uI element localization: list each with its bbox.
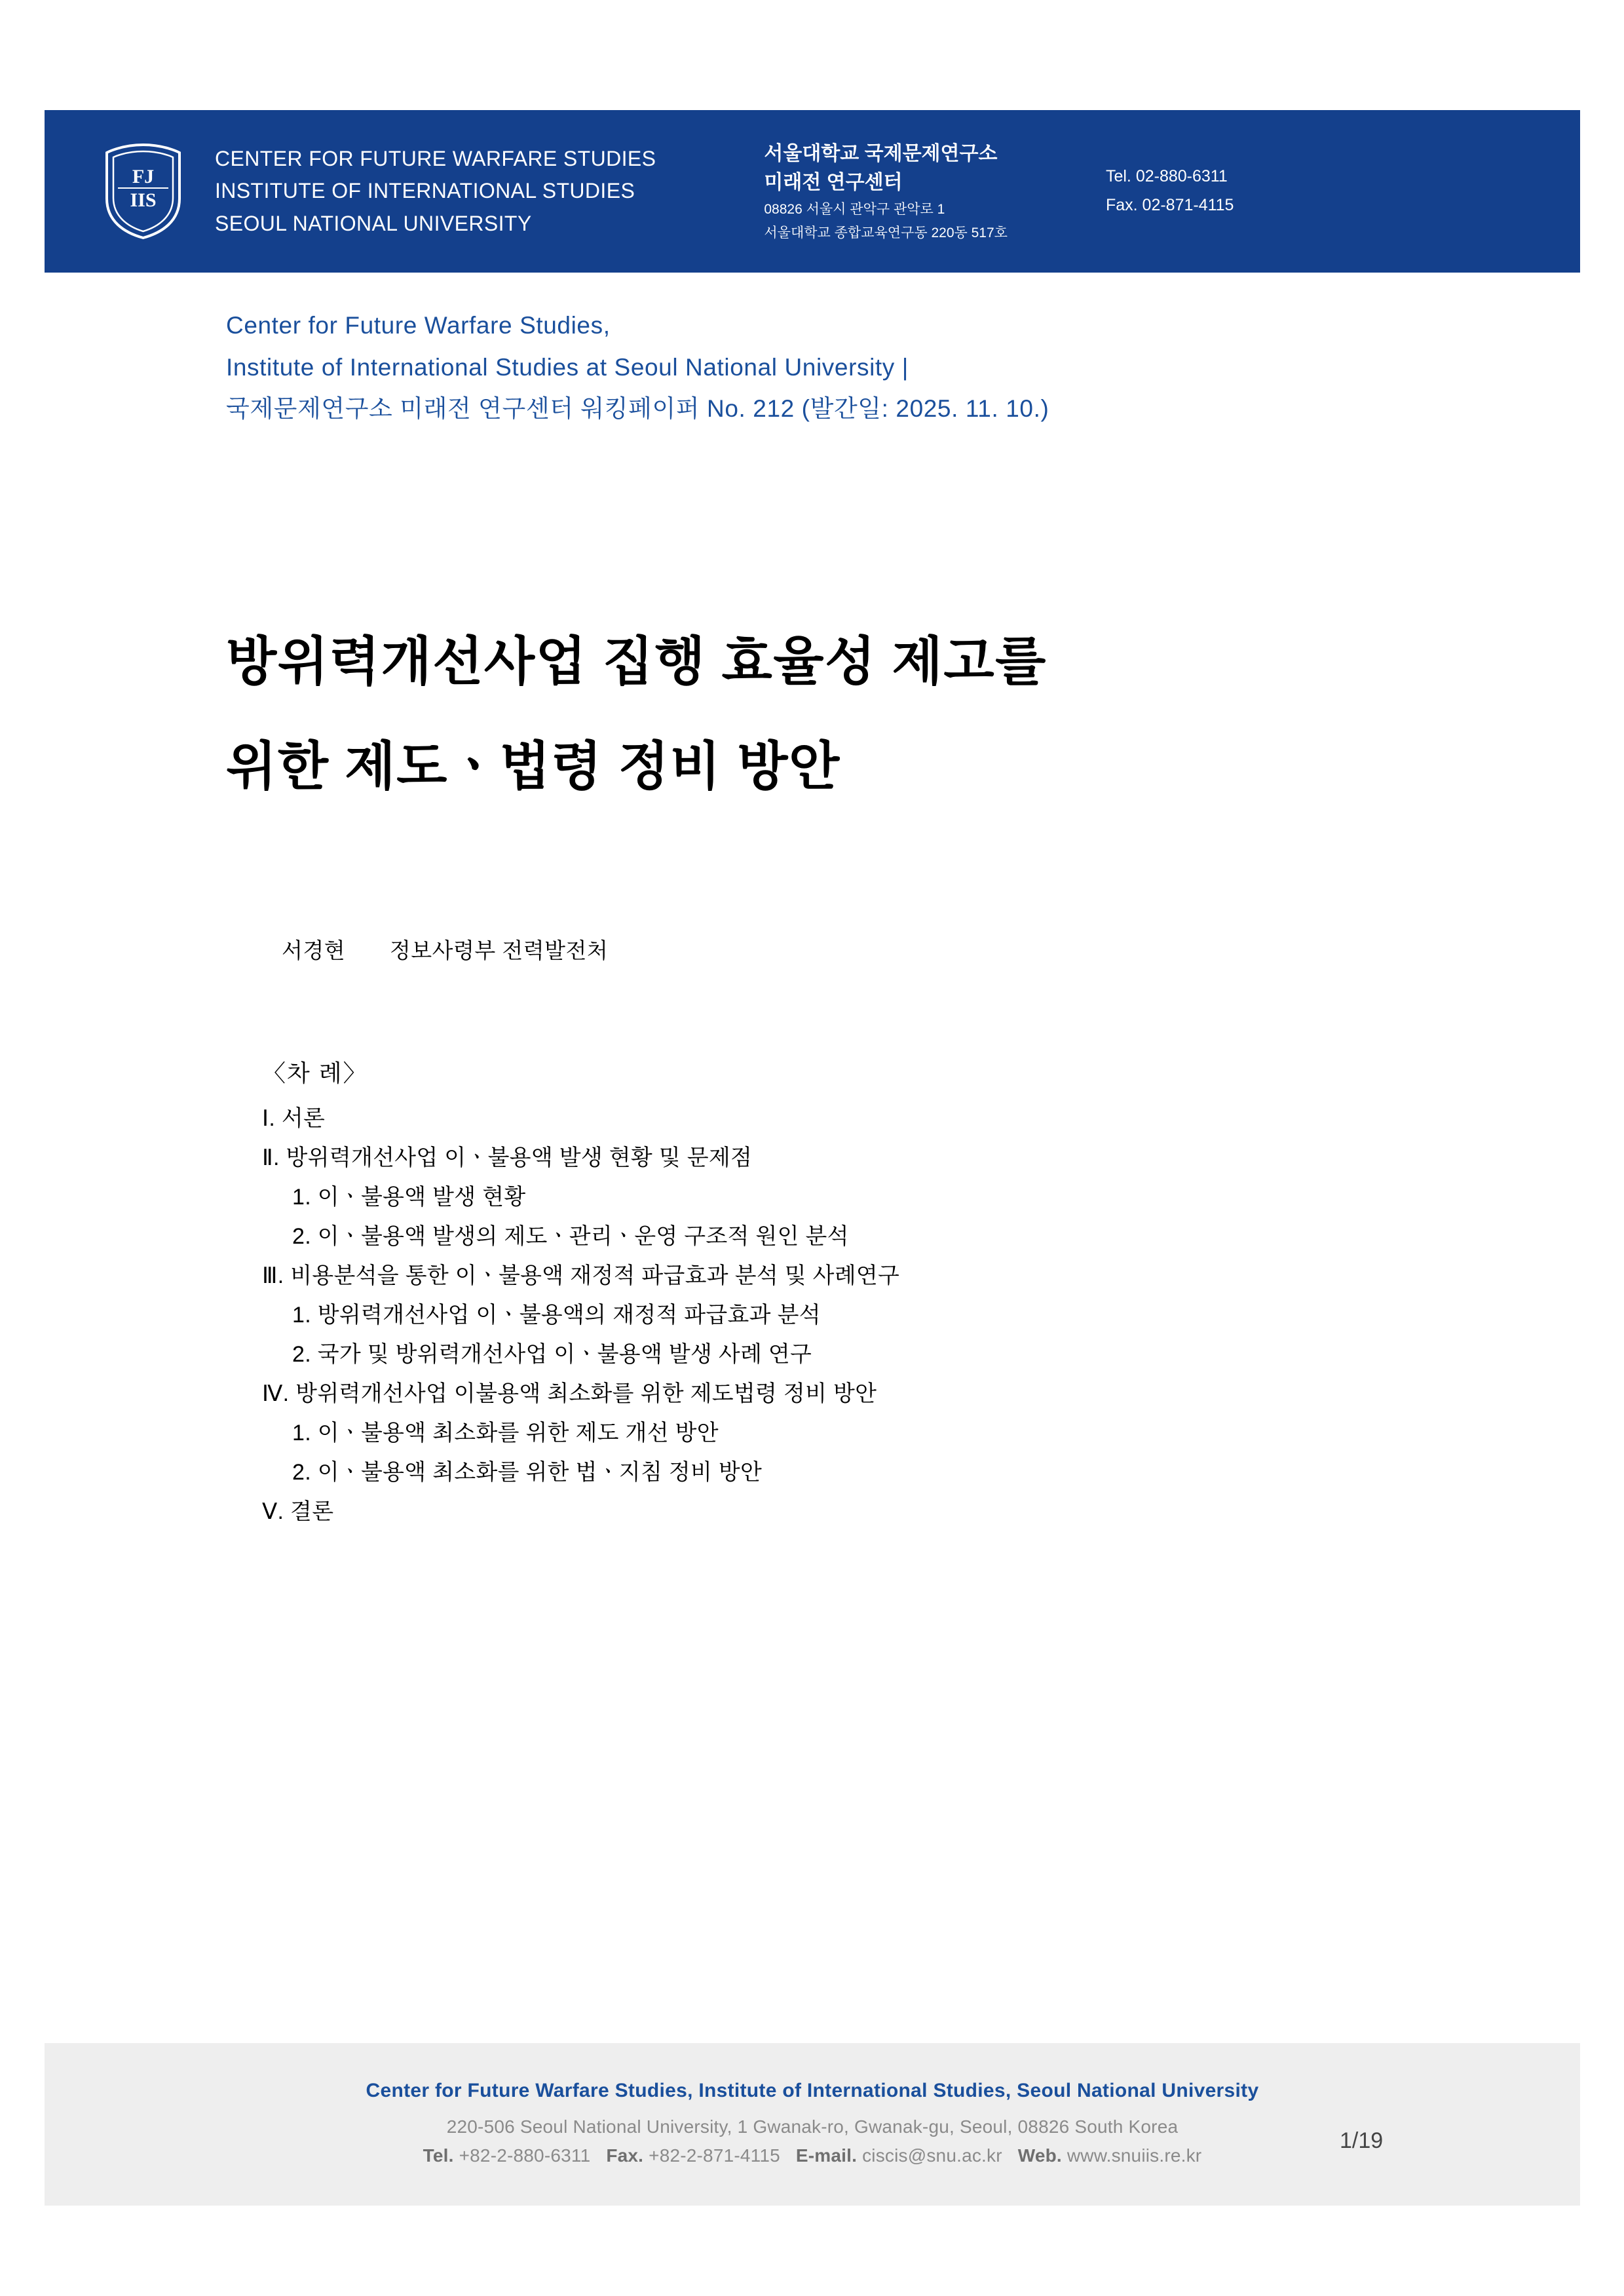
toc-item: 1. 이ㆍ불용액 발생 현황: [292, 1185, 526, 1210]
footer-web-value[interactable]: www.snuiis.re.kr: [1067, 2145, 1202, 2166]
header-english-name: [215, 143, 656, 240]
toc-item: Ⅴ. 결론: [262, 1499, 334, 1524]
working-paper-meta: [226, 305, 1049, 430]
table-of-contents: [262, 1062, 1441, 1540]
author-name: 서경현: [282, 938, 346, 963]
header-address-line-2: 서울대학교 종합교육연구동 220동 517호: [764, 225, 1008, 240]
page-title-line-1: 방위력개선사업 집행 효율성 제고를: [226, 632, 1047, 691]
logo-container: [45, 142, 208, 240]
toc-item: Ⅳ. 방위력개선사업 이불용액 최소화를 위한 제도법령 정비 방안: [262, 1381, 877, 1406]
header-english-line-3: SEOUL NATIONAL UNIVERSITY: [215, 211, 532, 235]
svg-text:FJ: FJ: [132, 166, 154, 187]
footer-title: Center for Future Warfare Studies, Institute of International Studies, Seoul National University: [366, 2080, 1259, 2101]
footer-tel-value: +82-2-880-6311: [459, 2145, 591, 2166]
footer-fax-label: Fax.: [606, 2145, 644, 2166]
toc-item: 1. 이ㆍ불용액 최소화를 위한 제도 개선 방안: [292, 1421, 719, 1445]
toc-item: 2. 이ㆍ불용액 최소화를 위한 법ㆍ지침 정비 방안: [292, 1460, 763, 1485]
svg-text:IIS: IIS: [129, 189, 157, 211]
page-footer: [45, 2043, 1580, 2206]
footer-tel-label: Tel.: [423, 2145, 454, 2166]
toc-item: 1. 방위력개선사업 이ㆍ불용액의 재정적 파급효과 분석: [292, 1303, 821, 1328]
header-korean-name: [764, 140, 1008, 243]
header-fax: Fax. 02-871-4115: [1105, 196, 1234, 214]
header-tel: Tel. 02-880-6311: [1105, 167, 1228, 186]
footer-email-value[interactable]: ciscis@snu.ac.kr: [862, 2145, 1002, 2166]
footer-web-label: Web.: [1017, 2145, 1062, 2166]
snu-crest-icon: [102, 142, 184, 240]
meta-line-1: Center for Future Warfare Studies,: [226, 312, 611, 339]
page-number: 1/19: [1340, 2128, 1384, 2153]
header-korean-org-line-2: 미래전 연구센터: [764, 171, 903, 193]
meta-line-2: Institute of International Studies at Seoul National University |: [226, 353, 909, 381]
page-title: [226, 609, 1471, 819]
page-title-line-2: 위한 제도ㆍ법령 정비 방안: [226, 737, 840, 795]
toc-heading: 〈차 례〉: [262, 1060, 368, 1086]
meta-line-3: 국제문제연구소 미래전 연구센터 워킹페이퍼 No. 212 (발간일: 2025. 11. 10.): [226, 395, 1049, 423]
toc-item: Ⅱ. 방위력개선사업 이ㆍ불용액 발생 현황 및 문제점: [262, 1145, 753, 1170]
toc-item: Ⅲ. 비용분석을 통한 이ㆍ불용액 재정적 파급효과 분석 및 사례연구: [262, 1263, 900, 1288]
header-korean-org-line-1: 서울대학교 국제문제연구소: [764, 143, 998, 164]
author-line: [282, 934, 608, 965]
author-affiliation: 정보사령부 전력발전처: [389, 938, 609, 963]
toc-item: Ⅰ. 서론: [262, 1106, 326, 1131]
header-address-line-1: 08826 서울시 관악구 관악로 1: [764, 202, 945, 217]
footer-address: 220-506 Seoul National University, 1 Gwanak-ro, Gwanak-gu, Seoul, 08826 South Korea: [446, 2116, 1179, 2137]
toc-item: 2. 국가 및 방위력개선사업 이ㆍ불용액 발생 사례 연구: [292, 1342, 812, 1367]
footer-email-label: E-mail.: [795, 2145, 858, 2166]
header-english-line-1: CENTER FOR FUTURE WARFARE STUDIES: [215, 146, 656, 170]
toc-item: 2. 이ㆍ불용액 발생의 제도ㆍ관리ㆍ운영 구조적 원인 분석: [292, 1224, 849, 1249]
header-contact: [1106, 163, 1234, 220]
page-header: [45, 110, 1580, 273]
footer-fax-value: +82-2-871-4115: [649, 2145, 780, 2166]
header-english-line-2: INSTITUTE OF INTERNATIONAL STUDIES: [215, 179, 635, 203]
